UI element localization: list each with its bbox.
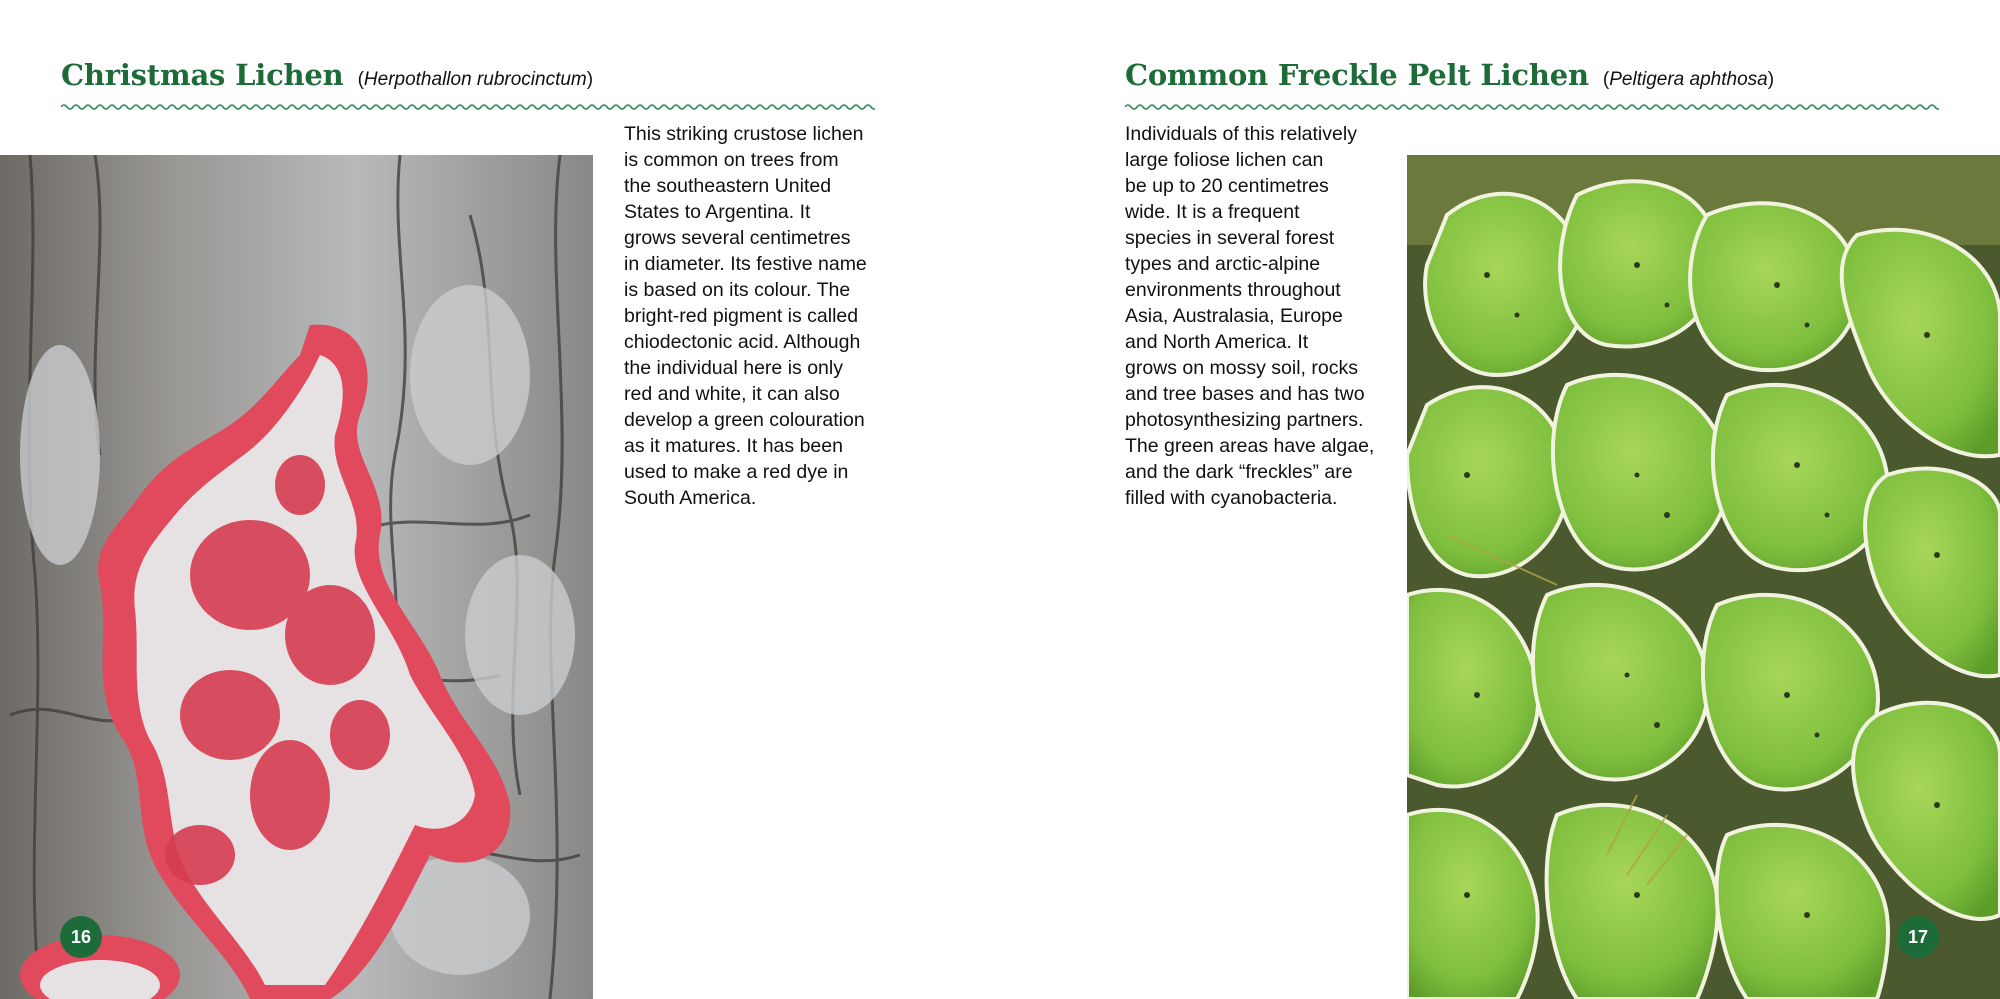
christmas-lichen-photo [0, 155, 593, 999]
right-common-name: Common Freckle Pelt Lichen [1125, 58, 1589, 92]
right-wave-divider [1125, 102, 1939, 112]
left-body-paragraph: This striking crustose lichen is common on trees from the southeastern United States to Argentina. It grows several centimetres in diameter. Its festive name is based on its colour. The bright-red pigment is called chiodectonic acid. Although the individual here is only red and white, it can also develop a green colouration as it matures. It has been used to make a red dye in South America. [624, 123, 867, 509]
left-page-heading [61, 58, 593, 92]
right-body-text [1125, 121, 1383, 511]
freckle-pelt-lichen-photo [1407, 155, 2000, 999]
left-body-text [624, 121, 882, 511]
left-scientific-name: (Herpothallon rubrocinctum) [357, 69, 594, 90]
right-body-paragraph: Individuals of this relatively large foliose lichen can be up to 20 centimetres wide. It is a frequent species in several forest types and arctic-alpine environments throughout Asia, Australasia, Europe and North America. It grows on mossy soil, rocks and tree bases and has two photosynthesizing partners. The green areas have algae, and the dark “freckles” are filled with cyanobacteria. [1125, 123, 1375, 509]
right-page-number: 17 [1897, 916, 1939, 958]
right-page-heading [1125, 58, 1774, 92]
left-common-name: Christmas Lichen [61, 58, 344, 92]
left-page-number: 16 [60, 916, 102, 958]
left-wave-divider [61, 102, 875, 112]
right-scientific-name: (Peltigera aphthosa) [1602, 69, 1775, 90]
